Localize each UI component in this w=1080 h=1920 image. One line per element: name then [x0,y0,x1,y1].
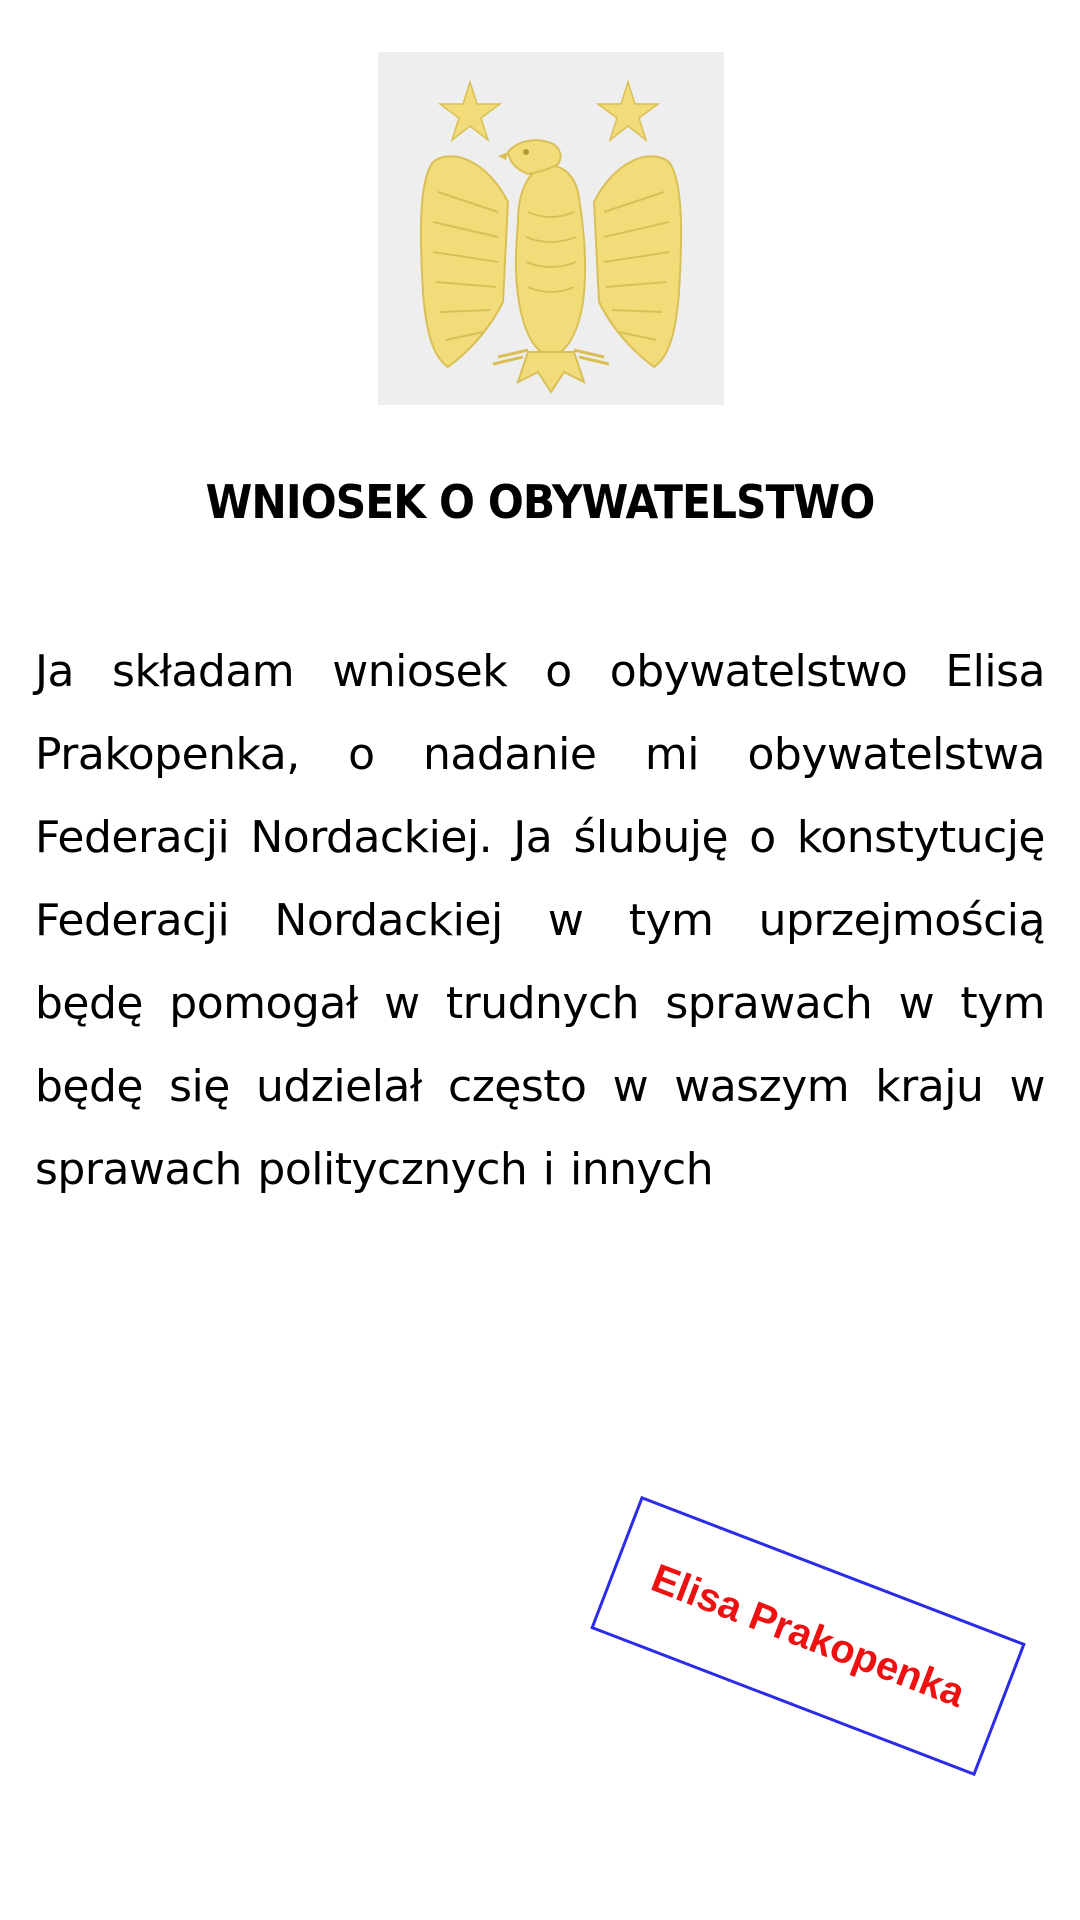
right-star-icon [598,82,658,140]
stamp-signature-text: Elisa Prakopenka [645,1555,971,1716]
application-body-text: Ja składam wniosek o obywatelstwo Elisa Prakopenka, o nadanie mi obywatelstwa Federacji Nordackiej. Ja ślubuję o konstytucję Federacji Nordackiej w tym uprzejmością będę pomogał w trudnych sprawach w tym będę się udzielał często w waszym kraju w sprawach politycznych i innych [35,646,1045,1195]
signature-stamp [590,1496,1026,1776]
eagle-emblem-icon [378,52,724,405]
left-star-icon [440,82,500,140]
document-title: WNIOSEK O OBYWATELSTWO [205,475,875,529]
